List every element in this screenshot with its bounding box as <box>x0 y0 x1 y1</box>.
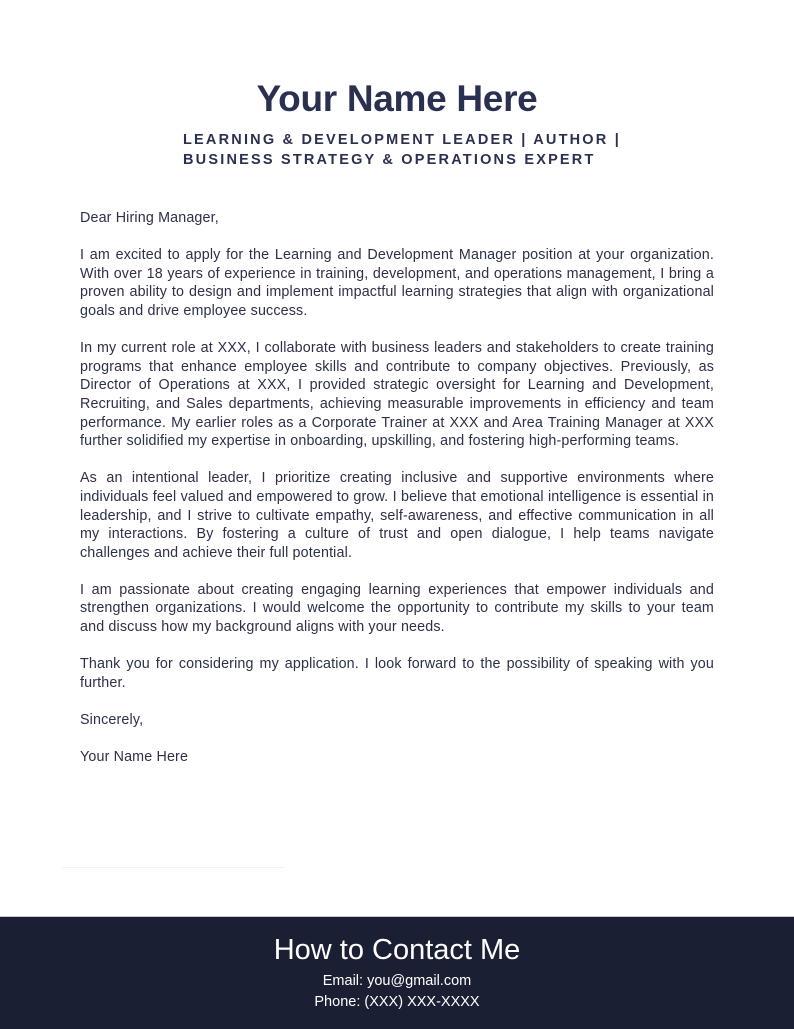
salutation: Dear Hiring Manager, <box>80 210 219 226</box>
paragraph: In my current role at XXX, I collaborate with business leaders and stakeholders to create training programs that enhance employee skills and contribute to company objectives. Previously, as Director of Operations at XXX, I provided strategic oversight for Learning and Development, Recruiting, and Sales departments, achieving measurable improvements in efficiency and team performance. My earlier roles as a Corporate Trainer at XXX and Area Training Manager at XXX further solidified my expertise in onboarding, upskilling, and fostering high-performing teams. <box>80 340 714 450</box>
letter-body <box>80 209 714 785</box>
professional-subtitle <box>183 131 621 170</box>
contact-email: Email: you@gmail.com <box>322 973 472 989</box>
paragraph: As an intentional leader, I prioritize creating inclusive and supportive environments where individuals feel valued and empowered to grow. I believe that emotional intelligence is essential in leadership, and I strive to cultivate empathy, self-awareness, and effective communication in all my interactions. By fostering a culture of trust and open dialogue, I help teams navigate challenges and achieve their full potential. <box>80 470 714 561</box>
contact-phone: Phone: (XXX) XXX-XXXX <box>314 994 480 1010</box>
paragraph: I am excited to apply for the Learning and Development Manager position at your organization. With over 18 years of experience in training, development, and operations management, I bring a proven ability to design and implement impactful learning strategies that align with organizational goals and drive employee success. <box>80 247 714 319</box>
divider <box>62 867 284 868</box>
paragraph: Thank you for considering my application. I look forward to the possibility of speaking with you further. <box>80 656 714 691</box>
contact-footer <box>0 916 794 1029</box>
subtitle-line: BUSINESS STRATEGY & OPERATIONS EXPERT <box>183 151 596 168</box>
contact-heading: How to Contact Me <box>273 934 521 966</box>
subtitle-line: LEARNING & DEVELOPMENT LEADER | AUTHOR | <box>183 132 621 148</box>
closing: Sincerely, <box>80 712 144 729</box>
applicant-name: Your Name Here <box>256 78 538 119</box>
signature: Your Name Here <box>80 749 189 766</box>
paragraph: I am passionate about creating engaging learning experiences that empower individuals and strengthen organizations. I would welcome the opportunity to contribute my skills to your team and discuss how my background aligns with your needs. <box>80 581 714 636</box>
